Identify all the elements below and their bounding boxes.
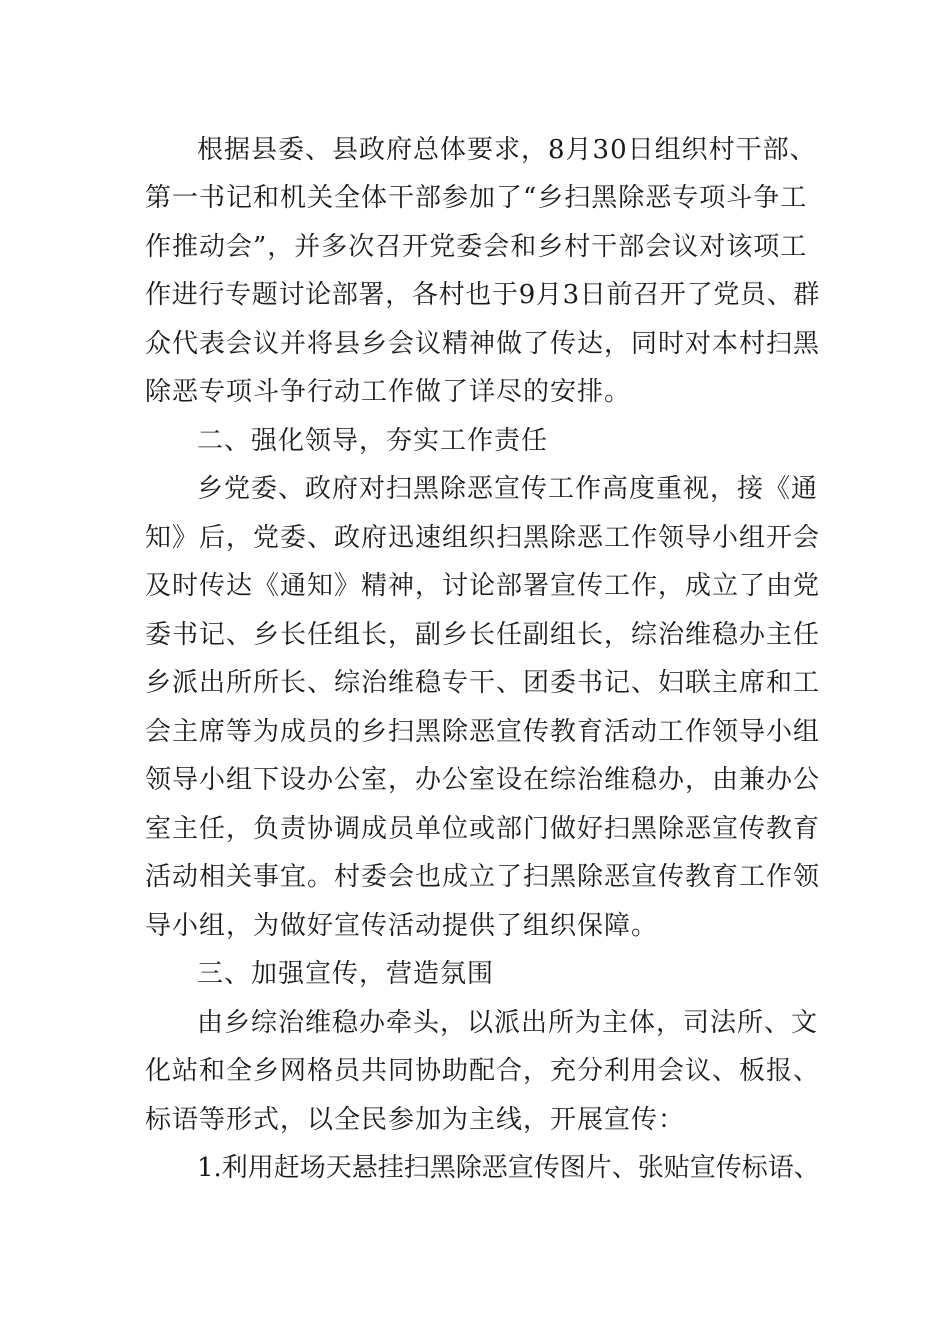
paragraph-2-line-1: 乡党委、政府对扫黑除恶宣传工作高度重视，接《通 [197, 474, 819, 504]
paragraph-1-line-6: 除恶专项斗争行动工作做了详尽的安排。 [145, 377, 632, 407]
paragraph-2-line-7: 领导小组下设办公室，办公室设在综治维稳办，由兼办公 [145, 765, 821, 795]
section-heading-3: 三、加强宣传，营造氛围 [197, 959, 495, 989]
paragraph-1-line-2: 第一书记和机关全体干部参加了“乡扫黑除恶专项斗争工 [145, 183, 808, 213]
paragraph-1-line-3: 作推动会”，并多次召开党委会和乡村干部会议对该项工 [145, 232, 808, 262]
paragraph-2-line-4: 委书记、乡长任组长，副乡长任副组长，综治维稳办主任 [145, 620, 821, 650]
paragraph-1-line-4: 作进行专题讨论部署，各村也于9月3日前召开了党员、群 [145, 280, 821, 310]
paragraph-2-line-10: 导小组，为做好宣传活动提供了组织保障。 [145, 911, 659, 941]
paragraph-3-line-1: 由乡综治维稳办牵头，以派出所为主体，司法所、文 [197, 1008, 819, 1038]
paragraph-3-line-3: 标语等形式，以全民参加为主线，开展宣传： [145, 1105, 686, 1135]
paragraph-2-line-3: 及时传达《通知》精神，讨论部署宣传工作，成立了由党 [145, 571, 821, 601]
paragraph-2-line-6: 会主席等为成员的乡扫黑除恶宣传教育活动工作领导小组 [145, 717, 821, 747]
paragraph-2-line-5: 乡派出所所长、综治维稳专干、团委书记、妇联主席和工 [145, 668, 821, 698]
paragraph-1-line-1: 根据县委、县政府总体要求，8月30日组织村干部、 [197, 135, 817, 165]
paragraph-2-line-9: 活动相关事宜。村委会也成立了扫黑除恶宣传教育工作领 [145, 862, 821, 892]
section-heading-2: 二、强化领导，夯实工作责任 [197, 426, 549, 456]
list-item-1: 1.利用赶场天悬挂扫黑除恶宣传图片、张贴宣传标语、 [197, 1153, 820, 1183]
paragraph-2-line-8: 室主任，负责协调成员单位或部门做好扫黑除恶宣传教育 [145, 814, 821, 844]
paragraph-1-line-5: 众代表会议并将县乡会议精神做了传达，同时对本村扫黑 [145, 329, 821, 359]
paragraph-2-line-2: 知》后，党委、政府迅速组织扫黑除恶工作领导小组开会 [145, 523, 821, 553]
paragraph-3-line-2: 化站和全乡网格员共同协助配合，充分利用会议、板报、 [145, 1056, 821, 1086]
